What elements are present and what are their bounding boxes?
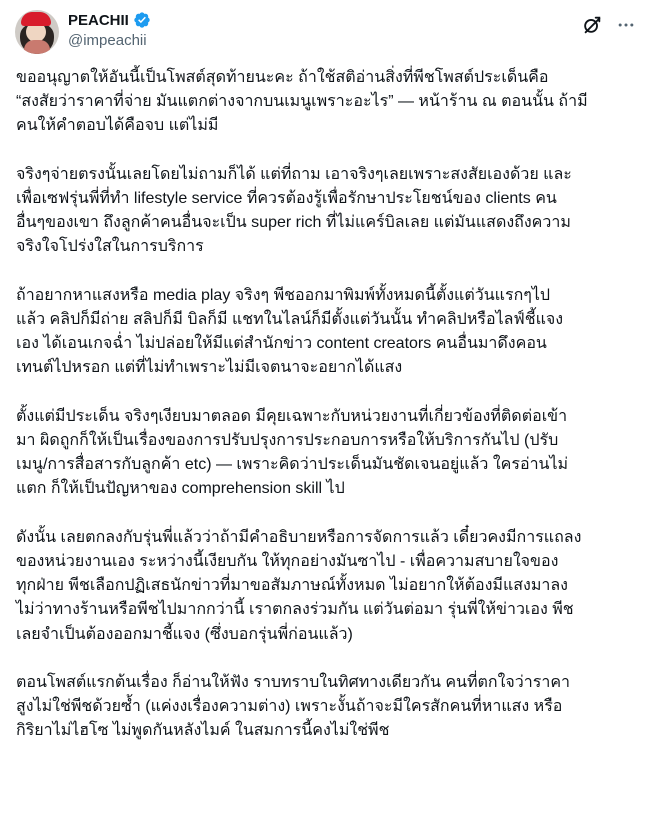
author-display-name[interactable]: PEACHII [68,11,129,29]
post-text-line: เทนต์ไปหรอก แต่ที่ไม่ทำเพราะไม่มีเจตนาจะอยากได้แสง [16,359,403,377]
author-handle[interactable]: @impeachii [68,32,147,49]
post-body [16,66,640,744]
post-paragraph [16,526,640,647]
post-actions [571,12,639,38]
post-text-line: อื่นๆของเขา ถึงลูกค้าคนอื่นจะเป็น super rich ที่ไม่แคร์บิลเลย แต่มันแสดงถึงความ [16,214,571,232]
post-text-line: จริงๆจ่ายตรงนั้นเลยโดยไม่ถามก็ได้ แต่ที่ถาม เอาจริงๆเลยเพราะสงสัยเองด้วย และ [16,165,572,183]
post-paragraph [16,405,640,502]
post-text-line: ขออนุญาตให้อันนี้เป็นโพสต์สุดท้ายนะคะ ถ้าใช้สติอ่านสิ่งที่พีชโพสต์ประเด็นคือ [16,69,549,86]
post-text-line: จริงใจโปร่งใสในการบริการ [16,238,204,256]
more-options-icon[interactable] [613,12,639,38]
avatar[interactable] [15,10,59,54]
post-text-line: เมนู/การสื่อสารกับลูกค้า etc) — เพราะคิดว่าประเด็นมันชัดเจนอยู่แล้ว ใครอ่านไม่ [16,456,569,474]
post-text-line: ถ้าอยากหาแสงหรือ media play จริงๆ พีชออกมาพิมพ์ทั้งหมดนี้ตั้งแต่วันแรกๆไป [16,286,551,304]
post-text-line: กิริยาไม่ไฮโซ ไม่พูดกันหลังไมค์ ในสมการนี้คงไม่ใช่พีช [16,722,390,740]
post-text-line: เอง ได้เอนเกจฉ่ำ ไม่ปล่อยให้มีแต่สำนักข่าว content creators คนอื่นมาดึงคอน [16,335,547,353]
post-paragraph [16,163,640,260]
post-paragraph [16,671,640,744]
author-info [68,9,151,49]
post-text-line: ตอนโพสต์แรกต้นเรื่อง ก็อ่านให้ฟัง ราบทราบในทิศทางเดียวกัน คนที่ตกใจว่าราคา [16,674,571,691]
post-text-line: คนให้คำตอบได้คือจบ แต่ไม่มี [16,117,219,135]
name-row [68,9,151,31]
grok-icon[interactable] [579,12,605,38]
post-text-line: “สงสัยว่าราคาที่จ่าย มันแตกต่างจากบนเมนูเพราะอะไร” — หน้าร้าน ณ ตอนนั้น ถ้ามี [16,93,588,111]
verified-badge-icon [133,11,151,29]
post-text-line: มา ผิดถูกก็ให้เป็นเรื่องของการปรับปรุงการประกอบการหรือให้บริการกันไป (ปรับ [16,432,559,449]
post-text-line: เลยจำเป็นต้องออกมาชี้แจง (ซึ่งบอกรุ่นพี่ก่อนแล้ว) [16,625,353,643]
post-text-line: ตั้งแต่มีประเด็น จริงๆเงียบมาตลอด มีคุยเฉพาะกับหน่วยงานที่เกี่ยวข้องที่ติดต่อเข้า [16,407,568,425]
post-text-line: เพื่อเซฟรุ่นพี่ที่ทำ lifestyle service ที่ควรต้องรู้เพื่อรักษาประโยชน์ของ clients คน [16,190,557,207]
avatar-hat [21,12,51,26]
post-paragraph [16,284,640,381]
post-header [0,0,653,72]
post-text-line: ไม่ว่าทางร้านหรือพีชไปมากกว่านี้ เราตกลงร่วมกัน แต่วันต่อมา รุ่นพี่ให้ข่าวเอง พีช [16,601,574,619]
post-text-line: ของหน่วยงานเอง ระหว่างนี้เงียบกัน ให้ทุกอย่างมันซาไป - เพื่อความสบายใจของ [16,553,559,570]
post-text-line: ทุกฝ่าย พีชเลือกปฏิเสธนักข่าวที่มาขอสัมภาษณ์ทั้งหมด ไม่อยากให้ต้องมีแสงมาลง [16,577,568,595]
post-text-line: แตก ก็ให้เป็นปัญหาของ comprehension skill ไป [16,480,345,498]
post-text-line: แล้ว คลิปก็มีถ่าย สลิปก็มี บิลก็มี แชทในไลน์ก็มีตั้งแต่วันนั้น ทำคลิปหรือไลฟ์ชี้แจง [16,311,564,328]
avatar-body [24,40,50,54]
post-text-line: สูงไม่ใช่พีชด้วยซ้ำ (แค่งงเรื่องความต่าง) เพราะงั้นถ้าจะมีใครสักคนที่หาแสง หรือ [16,698,563,716]
post-paragraph [16,66,640,139]
post-text-line: ดังนั้น เลยตกลงกับรุ่นพี่แล้วว่าถ้ามีคำอธิบายหรือการจัดการแล้ว เดี๋ยวคงมีการแถลง [16,528,582,546]
